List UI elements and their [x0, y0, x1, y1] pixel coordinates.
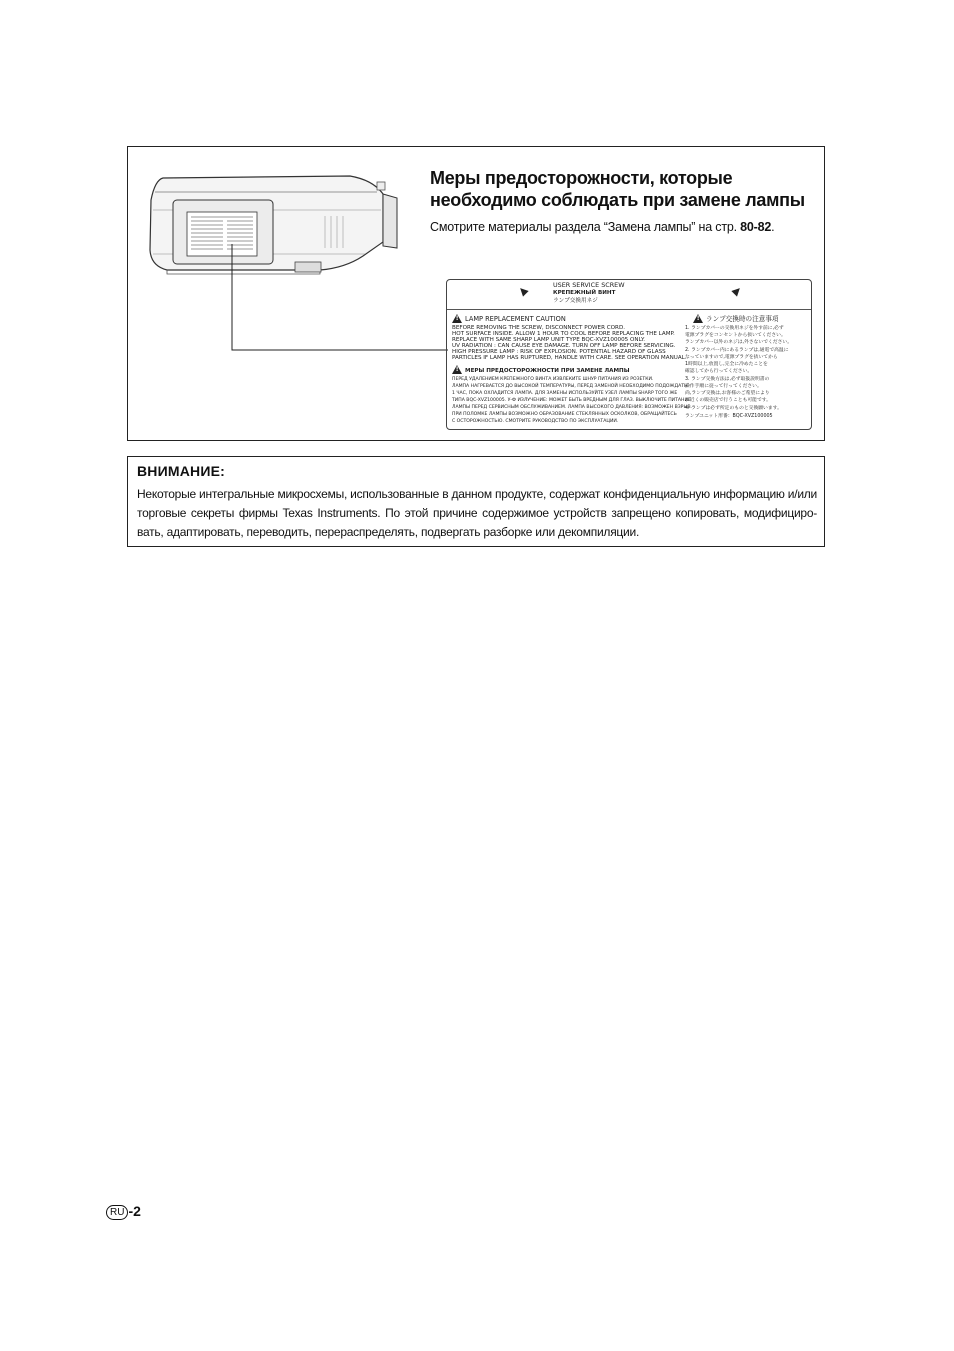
language-badge: RU — [106, 1205, 128, 1220]
caution-jp-line: 2. ランプカバー内にあるランプは,通電で高温に — [685, 348, 789, 353]
caution-ru-line: С ОСТОРОЖНОСТЬЮ. СМОТРИТЕ РУКОВОДСТВО ПО ЭКСПЛУАТАЦИИ. — [452, 419, 619, 424]
caution-jp-line: なっていますので,電源プラグを抜いてから — [685, 355, 778, 360]
caution-en-line: REPLACE WITH SAME SHARP LAMP UNIT TYPE BQC-XVZ100005 ONLY. — [452, 337, 646, 343]
screw-ru: КРЕПЕЖНЫЙ ВИНТ — [553, 290, 616, 296]
caution-ru-title: МЕРЫ ПРЕДОСТОРОЖНОСТИ ПРИ ЗАМЕНЕ ЛАМПЫ — [465, 368, 630, 374]
caution-jp-line: 4. ランプは必ず所定のものと交換願います。 — [685, 406, 782, 411]
page-number-value: -2 — [128, 1203, 141, 1219]
caution-jp-line: 尚,ランプ交換は,お客様のご希望により — [685, 391, 770, 396]
caution-ru-line: ТИПА BQC-XVZ100005. У-Ф ИЗЛУЧЕНИЕ: МОЖЕТ БЫТЬ ВРЕДНЫМ ДЛЯ ГЛАЗ. ВЫКЛЮЧИТЕ ПИТАНИЕ — [452, 398, 691, 403]
caution-jp-line: 3. ランプ交換方法は,必ず取扱説明書の — [685, 377, 770, 382]
lamp-reference-text — [430, 220, 820, 234]
arrow-up-right-icon — [731, 285, 742, 296]
caution-jp-line: ランプユニット形番：BQC-XVZ100005 — [685, 414, 773, 419]
page-number — [106, 1203, 141, 1220]
ref-pages: 80-82 — [740, 220, 772, 234]
title-line-2: необходимо соблюдать при замене лампы — [430, 190, 805, 210]
caution-jp-line: 1時間以上,放置し,完全に冷めたことを — [685, 362, 768, 367]
caution-en-line: PARTICLES IF LAMP HAS RUPTURED, HANDLE WITH CARE. SEE OPERATION MANUAL. — [452, 355, 687, 361]
lamp-caution-title — [430, 167, 820, 211]
warning-triangle-icon — [452, 365, 462, 374]
caution-ru-line: ПРИ ПОЛОМКЕ ЛАМПЫ ВОЗМОЖНО ОБРАЗОВАНИЕ СТЕКЛЯННЫХ ОСКОЛКОВ, ОБРАЩАЙТЕСЬ — [452, 412, 677, 417]
label-divider — [447, 309, 811, 310]
caution-jp-line: 1. ランプカバーの交換用ネジを外す前に,必ず — [685, 326, 784, 331]
caution-jp-line: 確認してから行ってください。 — [685, 369, 753, 374]
warning-title: ВНИМАНИЕ: — [137, 463, 226, 479]
caution-jp-line: ランプカバー以外のネジは,外さないでください。 — [685, 340, 793, 345]
screw-en: USER SERVICE SCREW — [553, 281, 625, 289]
caution-en-line: HIGH PRESSURE LAMP : RISK OF EXPLOSION. POTENTIAL HAZARD OF GLASS — [452, 349, 666, 355]
caution-en-line: HOT SURFACE INSIDE. ALLOW 1 HOUR TO COOL BEFORE REPLACING THE LAMP. — [452, 331, 675, 337]
warning-text: Некоторые интегральные микросхемы, использованные в данном продукте, содержат конфиденциальную информацию и/или торговые секреты фирмы Texas Instruments. По этой причине содержимое устройств запрещено копировать, модифициро-вать, адаптировать, переводить, перераспределять, подвергать разборке или декомпиляции. — [137, 487, 817, 539]
caution-ru-line: ПЕРЕД УДАЛЕНИЕМ КРЕПЕЖНОГО ВИНТА ИЗВЛЕКИТЕ ШНУР ПИТАНИЯ ИЗ РОЗЕТКИ. — [452, 377, 654, 382]
caution-ru-line: ЛАМПА НАГРЕВАЕТСЯ ДО ВЫСОКОЙ ТЕМПЕРАТУРЫ, ПЕРЕД ЗАМЕНОЙ НЕОБХОДИМО ПОДОЖДАТЬ — [452, 384, 688, 389]
caution-ru-line: ЛАМПЫ ПЕРЕД СЕРВИСНЫМ ОБСЛУЖИВАНИЕМ. ЛАМПА ВЫСОКОГО ДАВЛЕНИЯ: ВОЗМОЖЕН ВЗРЫВ. — [452, 405, 693, 410]
caution-en-title: LAMP REPLACEMENT CAUTION — [465, 315, 566, 323]
caution-jp-line: お近くの販売店で行うことも可能です。 — [685, 398, 771, 403]
caution-ru-line: 1 ЧАС, ПОКА ОХЛАДИТСЯ ЛАМПА. ДЛЯ ЗАМЕНЫ ИСПОЛЬЗУЙТЕ УЗЕЛ ЛАМПЫ SHARP ТОГО ЖЕ — [452, 391, 678, 396]
caution-jp-line: 電源プラグをコンセントから抜いてください。 — [685, 333, 786, 338]
caution-jp-line: 操作手順に従って行ってください。 — [685, 384, 762, 389]
leader-line — [228, 244, 450, 354]
screw-jp: ランプ交換用ネジ — [553, 298, 598, 304]
caution-en-line: UV RADIATION : CAN CAUSE EYE DAMAGE. TURN OFF LAMP BEFORE SERVICING. — [452, 343, 676, 349]
warning-triangle-icon — [693, 314, 703, 323]
warning-triangle-icon — [452, 314, 462, 323]
lamp-label-sticker — [446, 279, 812, 430]
caution-jp-title: ランプ交換時の注意事項 — [706, 315, 779, 323]
ref-prefix: Смотрите материалы раздела “Замена лампы” на стр. — [430, 220, 741, 234]
caution-en-line: BEFORE REMOVING THE SCREW, DISCONNECT POWER CORD. — [452, 325, 626, 331]
title-line-1: Меры предосторожности, которые — [430, 168, 733, 188]
ref-suffix: . — [771, 220, 775, 234]
arrow-up-left-icon — [517, 285, 528, 296]
